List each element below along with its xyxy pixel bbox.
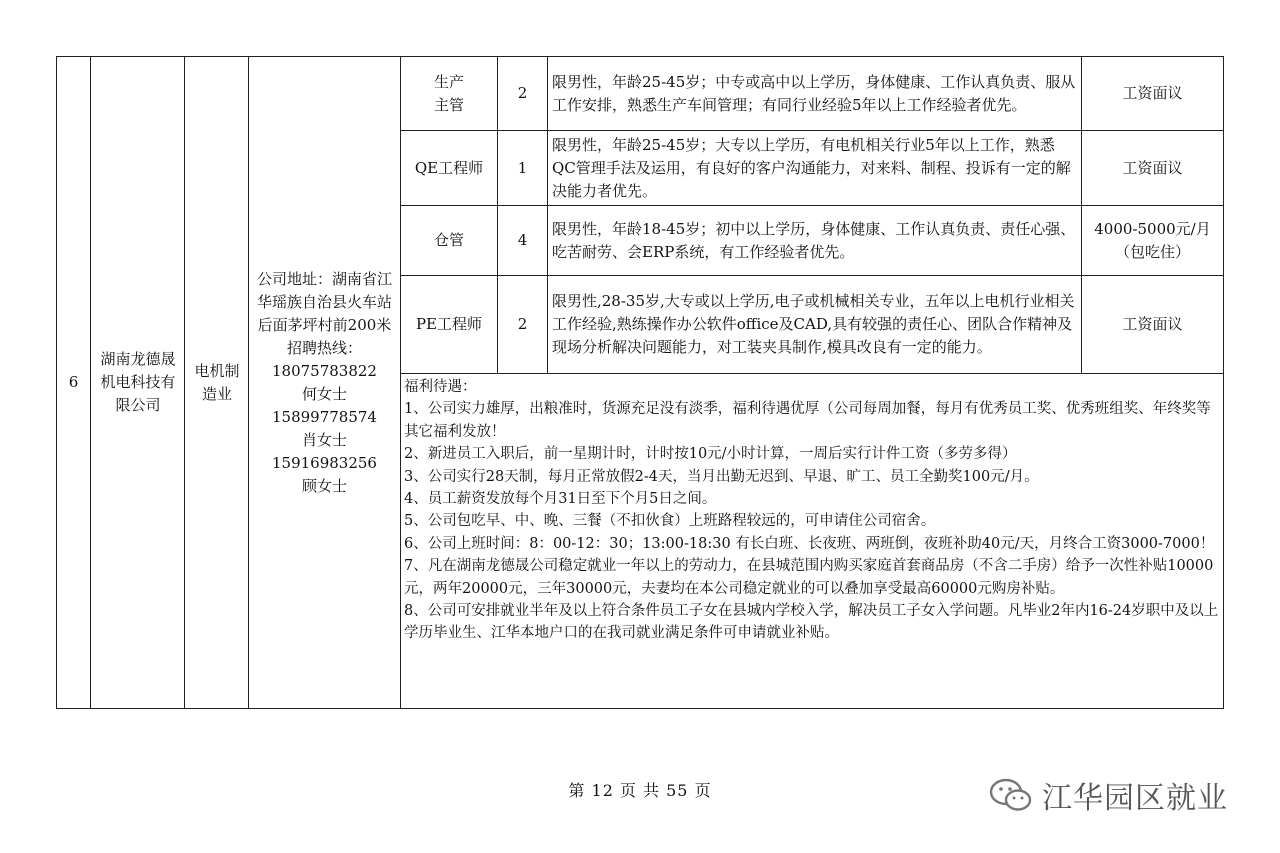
- position-salary-cell: [1082, 57, 1223, 130]
- position-count-cell: [498, 131, 547, 205]
- position-requirements: 限男性，年龄25-45岁；中专或高中以上学历，身体健康、工作认真负责、服从工作安排，熟悉生产车间管理；有同行业经验5年以上工作经验者优先。: [552, 72, 1076, 114]
- position-requirements-cell: [552, 206, 1078, 275]
- col-divider: [184, 56, 185, 709]
- contact-cell: [252, 57, 397, 708]
- contact-phone: 18075783822: [272, 361, 377, 380]
- contact-name: 顾女士: [301, 476, 347, 495]
- table-bottom-border: [56, 708, 1224, 709]
- position-salary-cell: [1082, 276, 1223, 373]
- position-requirements-cell: [552, 276, 1078, 373]
- col-divider: [547, 56, 548, 374]
- position-salary: 工资面议: [1122, 315, 1183, 333]
- company-address: 公司地址：湖南省江华瑶族自治县火车站后面茅坪村前200米: [256, 269, 392, 334]
- wechat-icon: [988, 775, 1034, 815]
- position-requirements: 限男性，年龄18-45岁；初中以上学历，身体健康、工作认真负责、责任心强、吃苦耐劳、会ERP系统，有工作经验者优先。: [552, 219, 1076, 261]
- company-cell: [97, 57, 179, 708]
- benefits-section: [404, 376, 1222, 706]
- benefit-item: 1、公司实力雄厚，出粮准时，货源充足没有淡季，福利待遇优厚（公司每周加餐，每月有优秀员工奖、优秀班组奖、年终奖等其它福利发放！: [404, 401, 1211, 440]
- row-number: 6: [68, 373, 79, 391]
- page-number: 第 12 页 共 55 页: [568, 781, 712, 800]
- contact-name: 肖女士: [301, 430, 347, 449]
- position-title-cell: [401, 276, 497, 373]
- position-salary-cell: [1082, 131, 1223, 205]
- col-divider: [248, 56, 249, 709]
- benefit-item: 4、员工薪资发放每个月31日至下个月5日之间。: [404, 491, 717, 508]
- position-title-cell: [401, 131, 497, 205]
- position-count: 2: [517, 84, 528, 102]
- contact-name: 何女士: [301, 384, 347, 403]
- position-requirements: 限男性,28-35岁,大专或以上学历,电子或机械相关专业，五年以上电机行业相关工作经验,熟练操作办公软件office及CAD,具有较强的责任心、团队合作精神及现场分析解决问题能力，对工装夹具制作,模具改良有一定的能力。: [552, 292, 1075, 356]
- brand-watermark: [988, 772, 1248, 818]
- position-title: 生产 主管: [433, 72, 464, 114]
- benefit-item: 5、公司包吃早、中、晚、三餐（不扣伙食）上班路程较远的，可申请住公司宿舍。: [404, 513, 936, 530]
- position-salary: 工资面议: [1122, 84, 1183, 102]
- contact-phone: 15916983256: [272, 453, 377, 472]
- benefit-item: 3、公司实行28天制，每月正常放假2-4天，当月出勤无迟到、早退、旷工、员工全勤奖100元/月。: [404, 468, 1039, 485]
- hotline-label: 招聘热线：: [286, 338, 362, 357]
- position-count: 4: [517, 231, 528, 249]
- position-title-cell: [401, 57, 497, 130]
- brand-name: 江华园区就业: [1042, 781, 1228, 816]
- benefit-item: 8、公司可安排就业半年及以上符合条件员工子女在县城内学校入学，解决员工子女入学问题。凡毕业2年内16-24岁职中及以上学历毕业生、江华本地户口的在我司就业满足条件可申请就业补贴。: [404, 603, 1219, 642]
- col-divider: [1223, 56, 1224, 709]
- contact-phone: 15899778574: [272, 407, 377, 426]
- industry-cell: [190, 57, 244, 708]
- position-requirements-cell: [552, 131, 1078, 205]
- position-count: 1: [517, 158, 528, 177]
- position-title: PE工程师: [415, 315, 483, 333]
- position-title: QE工程师: [414, 158, 484, 177]
- position-salary-cell: [1086, 206, 1219, 275]
- row-divider: [400, 373, 1224, 374]
- position-requirements: 限男性，年龄25-45岁；大专以上学历，有电机相关行业5年以上工作，熟悉QC管理手法及运用，有良好的客户沟通能力，对来料、制程、投诉有一定的解决能力者优先。: [552, 135, 1071, 200]
- position-salary: 4000-5000元/月（包吃住）: [1094, 219, 1211, 261]
- benefit-item: 6、公司上班时间：8：00-12：30；13:00-18:30 有长白班、长夜班、两班倒，夜班补助40元/天，月终合工资3000-7000！: [404, 535, 1215, 552]
- company-name: 湖南龙德晟机电科技有限公司: [100, 350, 176, 414]
- position-count-cell: [498, 276, 547, 373]
- benefits-heading: 福利待遇：: [404, 379, 477, 395]
- position-count-cell: [498, 57, 547, 130]
- position-title-cell: [401, 206, 497, 275]
- position-requirements-cell: [552, 57, 1078, 130]
- col-divider: [90, 56, 91, 709]
- position-count-cell: [498, 206, 547, 275]
- row-number-cell: [57, 57, 90, 708]
- benefit-item: 7、凡在湖南龙德晟公司稳定就业一年以上的劳动力，在县城范围内购买家庭首套商品房（不含二手房）给予一次性补贴10000元，两年20000元，三年30000元，夫妻均在本公司稳定就业的可以叠加享受最高60000元购房补贴。: [404, 558, 1214, 597]
- position-title: 仓管: [433, 231, 464, 249]
- benefit-item: 2、新进员工入职后，前一星期计时，计时按10元/小时计算，一周后实行计件工资（多劳多得）: [404, 446, 1017, 463]
- position-count: 2: [517, 315, 528, 333]
- industry: 电机制造业: [194, 361, 240, 403]
- position-salary: 工资面议: [1122, 158, 1183, 177]
